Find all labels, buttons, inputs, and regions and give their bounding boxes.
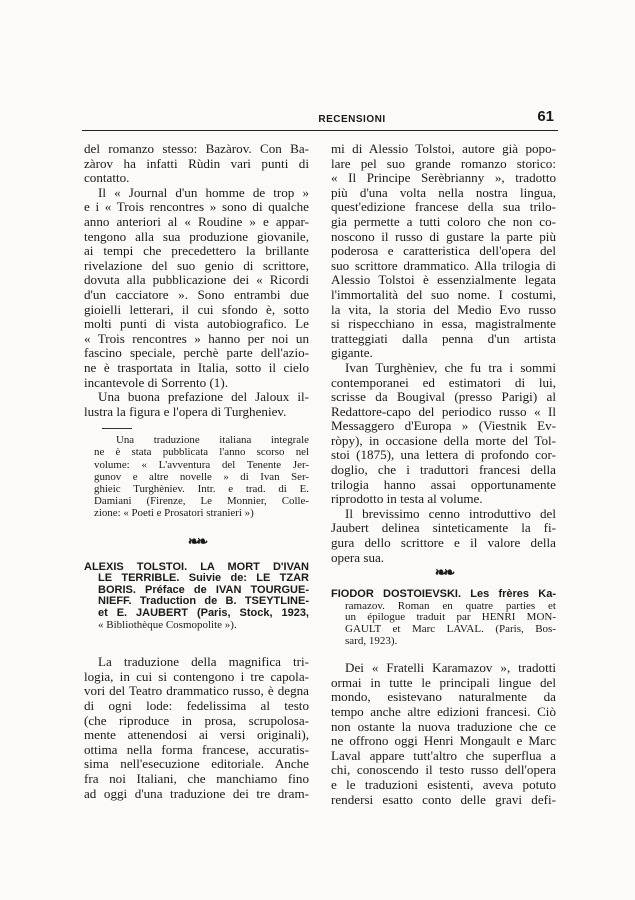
text-line: ròpy), in occasione della morte del Tol- [331, 432, 556, 448]
section-ornament: ❧❧ [187, 534, 206, 550]
text-line: opera sua. [331, 549, 385, 565]
page-number: 61 [537, 108, 554, 125]
review-heading-dostoievski [331, 589, 556, 647]
text-line: di ogni lode: fedelissima al testo [84, 697, 309, 713]
text-line: si rispecchiano in essa, magistralmente [331, 316, 556, 332]
page-header [82, 108, 558, 131]
heading-line: « Bibliothèque Cosmopolite »). [98, 618, 237, 631]
text-line: ottima nella forma francese, accuratis- [84, 741, 309, 757]
text-line: Il « Journal d'un homme de trop » [98, 184, 309, 200]
paragraph-turgheniev [331, 361, 556, 507]
text-line: anno anteriori al « Roudine » e appar- [84, 213, 309, 229]
text-line: trilogia hanno assai opportunamente [331, 476, 556, 492]
text-line: riprodotto in testa al volume. [331, 491, 483, 507]
text-line: quest'edizione francese della sua trilo- [331, 199, 556, 215]
footnote-line: zione: « Poeti e Prosatori stranieri ») [94, 507, 254, 520]
text-line: ne è trasportata in Italia, sotto il cielo [84, 359, 309, 375]
text-line: tengono alla sua produzione giovanile, [84, 228, 309, 244]
text-line: fascino speciale, perchè parte dell'azio- [84, 345, 309, 361]
text-line: logia, in cui si contengono i tre capola- [84, 668, 309, 684]
heading-line: sard, 1923). [345, 634, 398, 647]
text-line: (che riproduce in prosa, scrupolosa- [84, 712, 309, 728]
paragraph-journal [84, 186, 309, 390]
footnote-line: Una traduzione italiana integrale [116, 434, 309, 447]
text-line: e le traduzioni esistenti, aveva potuto [331, 776, 556, 792]
text-line: gia permette a tutti coloro che non co- [331, 213, 556, 229]
text-line: stoi (1875), una lettera di profondo cor- [331, 447, 556, 463]
text-line: dovuta alla pubblicazione dei « Ricordi [84, 272, 309, 288]
heading-line: GAULT et Marc LAVAL. (Paris, Bos- [345, 623, 556, 635]
text-line: più d'una volta nella nostra lingua, [331, 184, 556, 200]
text-line: « Trois rencontres » hanno per noi un [84, 330, 309, 346]
left-column [84, 142, 309, 801]
text-line: lare pel suo grande romanzo storico: [331, 155, 556, 171]
review-heading-tolstoi [84, 562, 309, 632]
text-line: d'un cacciatore ». Sono entrambi due [84, 286, 309, 302]
text-line: contemporanei ed estimatori di lui, [331, 374, 556, 390]
footnote-rule [102, 428, 132, 429]
heading-line: et E. JAUBERT (Paris, Stock, 1923, [98, 606, 309, 619]
text-line: lustra la figura e l'opera di Turgheniev. [84, 403, 287, 419]
text-line: ai tempi che precedettero la brillante [84, 243, 309, 259]
text-line: la vita, la storia del Medio Evo russo [331, 301, 556, 317]
text-line: fra noi Italiani, che manchiamo fino [84, 770, 309, 786]
heading-line: ALEXIS TOLSTOI. LA MORT D'IVAN [84, 560, 309, 573]
footnote-line: volume: « L'avventura del Tenente Jer- [94, 458, 309, 471]
text-line: Il brevissimo cenno introduttivo del [345, 505, 556, 521]
text-line: Dei « Fratelli Karamazov », tradotti [345, 660, 556, 676]
text-line: vori del Teatro drammatico russo, è degna [84, 683, 309, 699]
text-line: doglio, che i traduttori francesi della [331, 462, 556, 478]
heading-line: NIEFF. Traduction de B. TSEYTLINE- [98, 595, 309, 608]
heading-line: un épilogue traduit par HENRI MON- [345, 611, 556, 624]
text-line: Messaggero d'Europa » (Viestnik Ev- [331, 418, 556, 434]
text-line: Alessio Tolstoi è essenzialmente legata [331, 272, 556, 288]
text-line: ormai in tutte le principali lingue del [331, 674, 556, 690]
footnote-line: gunov e altre novelle » di Ivan Ser- [94, 470, 309, 483]
text-line: La traduzione della magnifica tri- [98, 654, 309, 670]
text-line: l'immortalità del suo nome. I costumi, [331, 286, 556, 302]
text-line: del romanzo stesso: Bazàrov. Con Ba- [84, 141, 309, 156]
heading-line: ramazov. Roman en quatre parties et [345, 599, 556, 612]
text-line: rivelazione del suo genio di scrittore, [84, 257, 309, 273]
footnote [84, 434, 309, 519]
text-line: tempo anche altre edizioni francesi. Ciò [331, 703, 556, 719]
text-line: mente attenendosi ai versi originali), [84, 727, 309, 743]
text-line: mondo, esistevano naturalmente da [331, 689, 556, 705]
running-head: RECENSIONI [318, 114, 386, 125]
footnote-line: ghieic Turghèniev. Intr. e trad. di E. [94, 483, 309, 496]
footnote-line: Damiani (Firenze, Le Monnier, Colle- [94, 495, 309, 508]
text-line: contatto. [84, 170, 130, 186]
paragraph-bazarov [84, 142, 309, 186]
text-line: Jaubert delinea sinteticamente la fi- [331, 520, 556, 536]
text-line: ad oggi d'una traduzione dei tre dram- [84, 785, 309, 801]
text-line: Ivan Turghèniev, che fu tra i sommi [345, 359, 556, 375]
text-line: Redattore-capo del periodico russo « Il [331, 403, 556, 419]
text-line: Una buona prefazione del Jaloux il- [98, 389, 309, 405]
text-line: gioielli letterari, il cui sfondo è, sotto [84, 301, 309, 317]
text-line: molti punti di vista autobiografico. Le [84, 316, 309, 332]
text-line: gigante. [331, 345, 373, 361]
footnote-line: ne è stata pubblicata l'anno scorso nel [94, 446, 309, 459]
text-line: poderosa e caratteristica dell'opera del [331, 243, 556, 259]
text-line: suo scrittore drammatico. Alla trilogia di [331, 257, 556, 273]
paragraph-tolstoi-trilogy [331, 142, 556, 361]
paragraph-karamazov [331, 661, 556, 807]
text-line: tratteggiati dalla penna d'un artista [331, 330, 556, 346]
paragraph-jaloux [84, 390, 309, 419]
heading-line: LE TERRIBLE. Suivie de: LE TZAR [98, 572, 309, 585]
paragraph-jaubert [331, 507, 556, 565]
paragraph-trilogy [84, 655, 309, 801]
text-line: ne offrono oggi Henri Mongault e Marc [331, 733, 556, 749]
text-line: « Il Principe Serèbrianny », tradotto [331, 170, 556, 186]
text-line: zàrov ha infatti Rùdin vari punti di [84, 155, 309, 171]
right-column [331, 142, 556, 807]
text-line: non ostante la nuova traduzione che ce [331, 718, 556, 734]
text-line: Laval appare tutt'altro che superflua a [331, 747, 556, 763]
text-line: gura dello scrittore e il valore della [331, 535, 556, 551]
text-line: scrisse da Bougival (presso Parigi) al [331, 389, 556, 405]
text-line: sima nell'esecuzione editoriale. Anche [84, 756, 309, 772]
text-line: incantevole di Sorrento (1). [84, 374, 228, 390]
text-line: mi di Alessio Tolstoi, autore già popo- [331, 141, 556, 156]
text-line: noscono il russo di gustare la parte più [331, 228, 556, 244]
text-line: rendersi esatto conto delle gravi defi- [331, 791, 556, 807]
section-ornament: ❧❧ [434, 566, 453, 582]
text-line: chi, conoscendo il testo russo dell'opera [331, 762, 556, 778]
text-line: e i « Trois rencontres » sono di qualche [84, 199, 309, 215]
heading-line: BORIS. Préface de IVAN TOURGUE- [98, 583, 309, 596]
heading-line: FIODOR DOSTOIEVSKI. Les frères Ka- [331, 588, 556, 601]
